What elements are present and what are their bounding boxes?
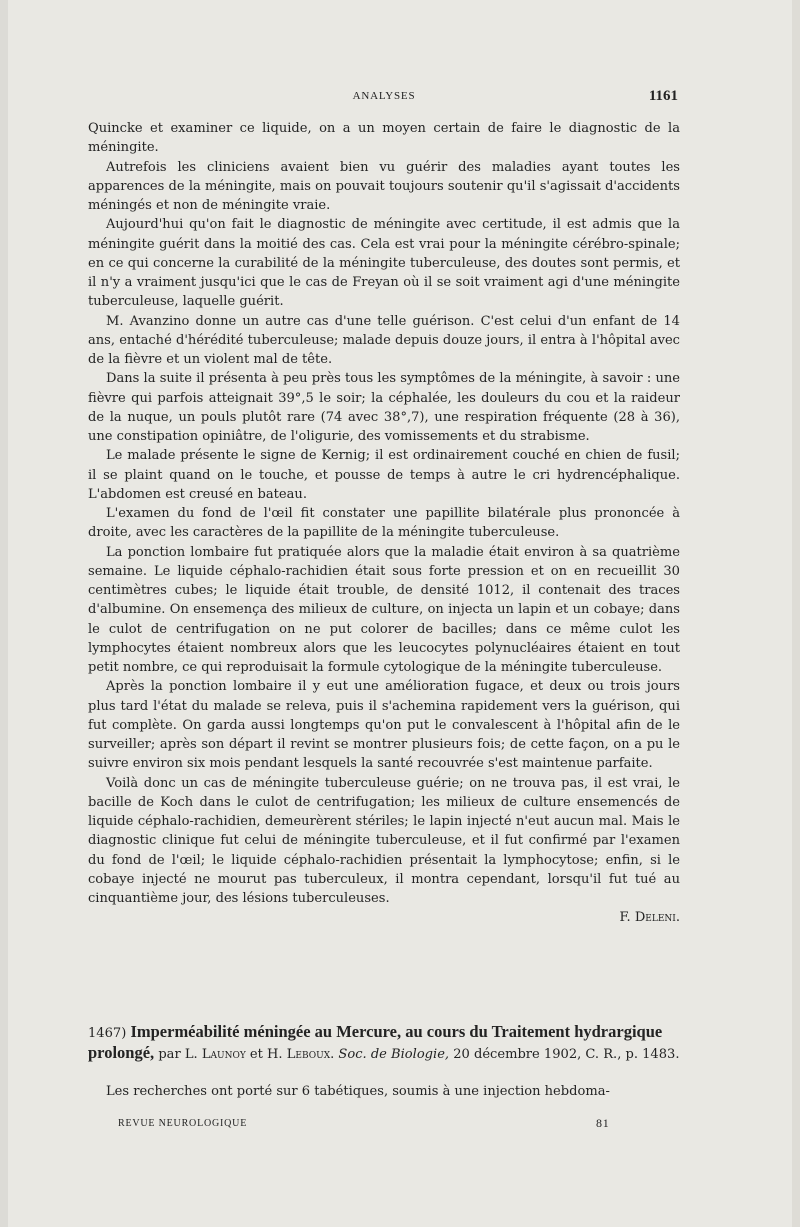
entry-and: et: [249, 1047, 263, 1062]
page-edge-right: [792, 0, 800, 1227]
paragraph: La ponction lombaire fut pratiquée alors que la maladie était environ à sa quatrième semaine. Le liquide céphalo-rachidien était sous forte pression et on en recueillit 30 centimètres cubes; le liquide était trouble, de densité 1012, il contenait des traces d'albumine. On ensemença des milieux de culture, on injecta un lapin et un cobaye; dans le culot de centrifugation on ne put colorer de bacilles; dans ce même culot les lymphocytes étaient nombreux alors que les leucocytes polynucléaires étaient en tout petit nombre, ce qui reproduisait la formule cytologique de la méningite tuberculeuse.: [88, 544, 680, 675]
page-number: 1161: [648, 88, 678, 104]
running-head: ANALYSES: [352, 90, 416, 102]
entry-title: Imperméabilité méningée au Mercure, au cours du Traitement hydrargique prolongé,: [88, 1022, 663, 1062]
entry-by: par: [158, 1047, 181, 1062]
author-signature: F. Deleni.: [619, 910, 680, 926]
journal-name: REVUE NEUROLOGIQUE: [118, 1118, 248, 1129]
article-body: [88, 119, 680, 928]
entry-body: Les recherches ont porté sur 6 tabétiques, soumis à une injection hebdoma-: [106, 1084, 610, 1099]
abstract-entry-heading: [88, 1022, 680, 1064]
entry-author-1: L. Launoy: [184, 1047, 246, 1062]
entry-citation: 20 décembre 1902, C. R., p. 1483.: [453, 1047, 680, 1062]
signature-mark: 81: [596, 1116, 610, 1130]
page-header: [88, 88, 680, 108]
page-footer: [118, 1116, 678, 1132]
paragraph: Aujourd'hui qu'on fait le diagnostic de méningite avec certitude, il est admis que la méningite guérit dans la moitié des cas. Cela est vrai pour la méningite cérébro-spinale; en ce qui concerne la curabilité de la méningite tuberculeuse, des doutes sont permis, et il n'y a vraiment jusqu'ici que le cas de Freyan où il se soit vraiment agi d'une méningite tuberculeuse, laquelle guérit.: [88, 217, 680, 310]
paragraph: M. Avanzino donne un autre cas d'une telle guérison. C'est celui d'un enfant de 14 ans, entaché d'hérédité tuberculeuse; malade depuis douze jours, il entra à l'hôpital avec de la fièvre et un violent mal de tête.: [88, 313, 680, 367]
entry-source: Soc. de Biologie,: [338, 1047, 450, 1062]
page-edge-left: [0, 0, 8, 1227]
paragraph: Après la ponction lombaire il y eut une amélioration fugace, et deux ou trois jours plus tard l'état du malade se releva, puis il s'achemina rapidement vers la guérison, qui fut complète. On garda aussi longtemps qu'on put le convalescent à l'hôpital afin de le surveiller; après son départ il revint se montrer plusieurs fois; de cette façon, on a pu le suivre environ six mois pendant lesquels la santé recouvrée s'est maintenue parfaite.: [88, 679, 680, 772]
entry-number: 1467): [88, 1026, 127, 1041]
paragraph: L'examen du fond de l'œil fit constater une papillite bilatérale plus prononcée à droite, avec les caractères de la papillite de la méningite tuberculeuse.: [88, 506, 680, 541]
entry-author-2: H. Leboux.: [267, 1047, 335, 1062]
paragraph: Autrefois les cliniciens avaient bien vu guérir des maladies ayant toutes les apparences de la méningite, mais on pouvait toujours soutenir qu'il s'agissait d'accidents méningés et non de méningite vraie.: [88, 159, 680, 213]
paragraph: Quincke et examiner ce liquide, on a un moyen certain de faire le diagnostic de la méningite.: [88, 121, 680, 156]
paragraph: Le malade présente le signe de Kernig; il est ordinairement couché en chien de fusil; il se plaint quand on le touche, et pousse de temps à autre le cri hydrencéphalique. L'abdomen est creusé en bateau.: [88, 448, 680, 502]
paragraph: Dans la suite il présenta à peu près tous les symptômes de la méningite, à savoir : une fièvre qui parfois atteignait 39°,5 le soir; la céphalée, les douleurs du cou et la raideur de la nuque, un pouls plutôt rare (74 avec 38°,7), une respiration fréquente (28 à 36), une constipation opiniâtre, de l'oligurie, des vomissements et du strabisme.: [88, 371, 680, 444]
paragraph: Voilà donc un cas de méningite tuberculeuse guérie; on ne trouva pas, il est vrai, le bacille de Koch dans le culot de centrifugation; les milieux de culture ensemencés de liquide céphalo-rachidien, demeurèrent stériles; le lapin injecté n'eut aucun mal. Mais le diagnostic clinique fut celui de méningite tuberculeuse, et il fut confirmé par l'examen du fond de l'œil; le liquide céphalo-rachidien présentait la lymphocytose; enfin, si le cobaye injecté ne mourut pas tuberculeux, il montra cependant, lorsqu'il fut tué au cinquantième jour, des lésions tuberculeuses.: [88, 775, 680, 906]
